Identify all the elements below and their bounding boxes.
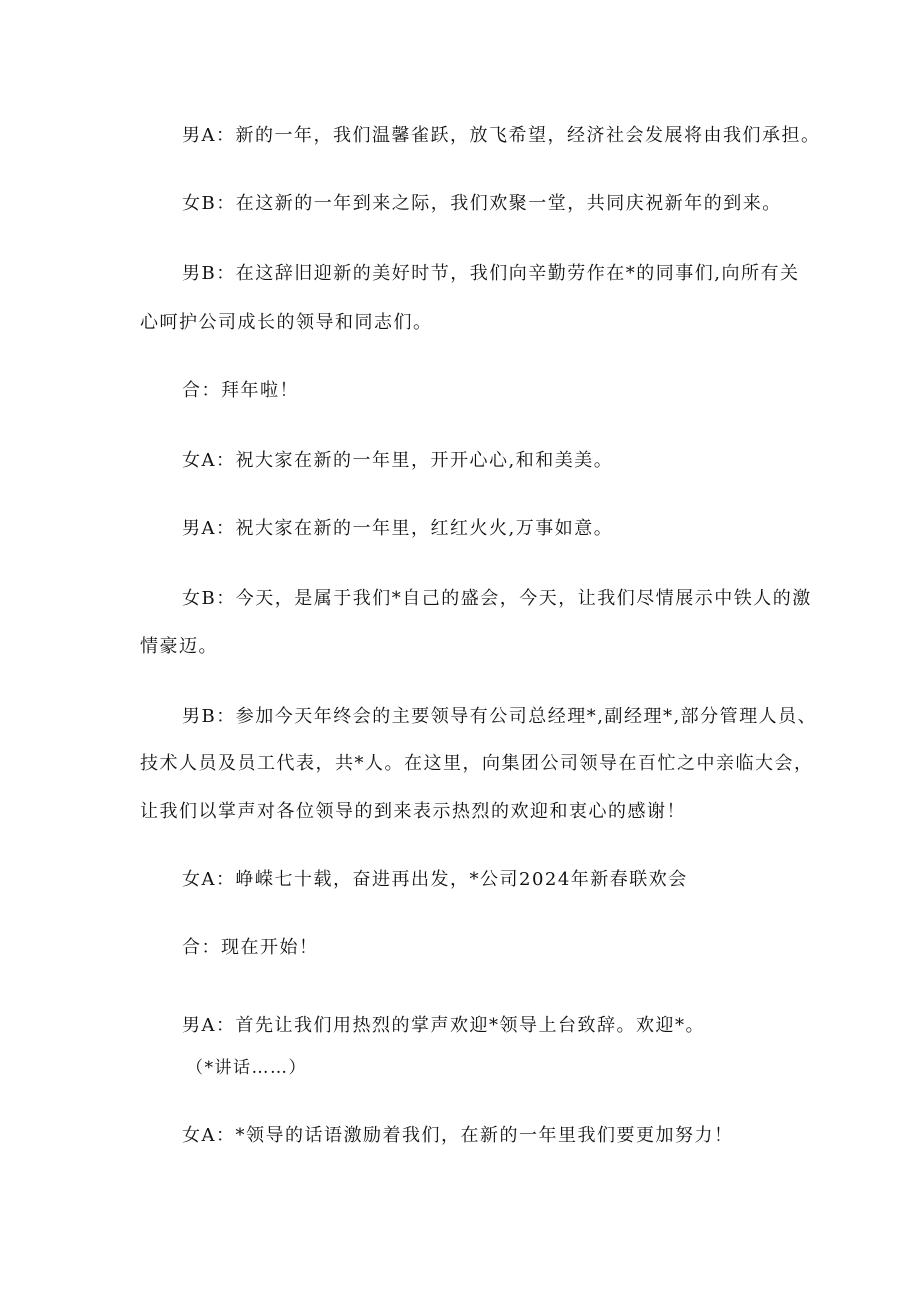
script-line-male-a-1: 男A：新的一年，我们温馨雀跃，放飞希望，经济社会发展将由我们承担。 (182, 125, 821, 146)
script-line-male-b-2: 男B：参加今天年终会的主要领导有公司总经理*,副经理*,部分管理人员、 (182, 706, 818, 727)
script-line-female-a-2: 女A：峥嵘七十载，奋进再出发，*公司2024年新春联欢会 (182, 869, 688, 890)
script-line-female-b-2: 女B：今天，是属于我们*自己的盛会，今天，让我们尽情展示中铁人的激 (182, 588, 812, 609)
script-line-male-b-2-cont-2: 让我们以掌声对各位领导的到来表示热烈的欢迎和衷心的感谢！ (140, 801, 686, 822)
script-line-female-b-1: 女B：在这新的一年到来之际，我们欢聚一堂，共同庆祝新年的到来。 (182, 193, 782, 214)
script-line-male-b-1: 男B：在这辞旧迎新的美好时节，我们向辛勤劳作在*的同事们,向所有关 (182, 263, 800, 284)
script-line-male-a-2: 男A：祝大家在新的一年里，红红火火,万事如意。 (182, 518, 614, 539)
script-line-male-b-1-cont: 心呵护公司成长的领导和同志们。 (140, 312, 433, 333)
stage-direction: （*讲话……） (186, 1058, 307, 1078)
script-line-female-b-2-cont: 情豪迈。 (140, 636, 218, 657)
script-line-female-a-1: 女A：祝大家在新的一年里，开开心心,和和美美。 (182, 450, 614, 471)
script-line-male-b-2-cont-1: 技术人员及员工代表，共*人。在这里，向集团公司领导在百忙之中亲临大会， (140, 753, 814, 774)
script-line-chorus-1: 合：拜年啦！ (182, 380, 299, 401)
script-line-chorus-2: 合：现在开始！ (182, 937, 319, 958)
script-line-male-a-3: 男A：首先让我们用热烈的掌声欢迎*领导上台致辞。欢迎*。 (182, 1015, 705, 1036)
script-line-female-a-3: 女A：*领导的话语激励着我们，在新的一年里我们要更加努力！ (182, 1125, 734, 1146)
